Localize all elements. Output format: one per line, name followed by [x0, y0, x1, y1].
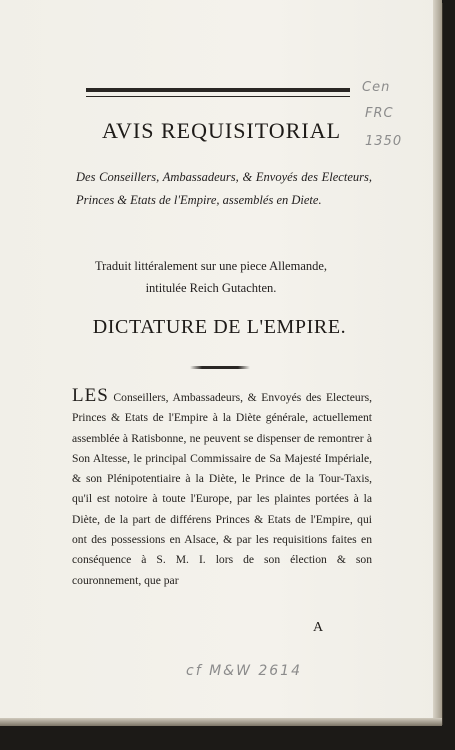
pencil-annotation-bottom: cf M&W 2614	[186, 663, 302, 679]
drop-cap: LES	[72, 385, 109, 406]
ornament-rule	[190, 366, 250, 369]
translation-note	[56, 255, 366, 299]
document-title: AVIS REQUISITORIAL	[101, 118, 342, 143]
translation-line-1: Traduit littéralement sur une piece Allemande,	[94, 259, 328, 273]
document-subtitle: Des Conseillers, Ambassadeurs, & Envoyés des Electeurs, Princes & Etats de l'Empire, assemblés en Diete.	[76, 170, 372, 207]
pencil-annotation-shelf-2: FRC	[365, 106, 394, 121]
body-text: Conseillers, Ambassadeurs, & Envoyés des Electeurs, Princes & Etats de l'Empire à la Diète générale, actuellement assemblée à Ratisbonne, ne peuvent se dispenser de remontrer à Son Altesse, le principal Commissaire de Sa Majesté Impériale, & son Plénipotentiaire à la Diète, le Prince de la Tour-Taxis, qu'il est notoire à toute l'Europe, par les plaintes portées à la Diète, de la part de différens Princes & Etats de l'Empire, qui ont des possessions en Alsace, & par les requisitions faites en conséquence à S. M. I. lors de son élection & son couronnement, que par	[72, 391, 372, 587]
pencil-annotation-shelf-3: 1350	[365, 134, 403, 149]
top-rule	[86, 88, 350, 97]
translation-line-2: intitulée Reich Gutachten.	[145, 281, 277, 295]
body-paragraph	[72, 386, 372, 591]
pencil-annotation-shelf-1: Cen	[362, 80, 391, 95]
page-edge	[433, 0, 442, 724]
page-bottom-edge	[0, 718, 442, 726]
section-title: DICTATURE DE L'EMPIRE.	[92, 316, 347, 338]
signature-mark: A	[313, 620, 324, 635]
